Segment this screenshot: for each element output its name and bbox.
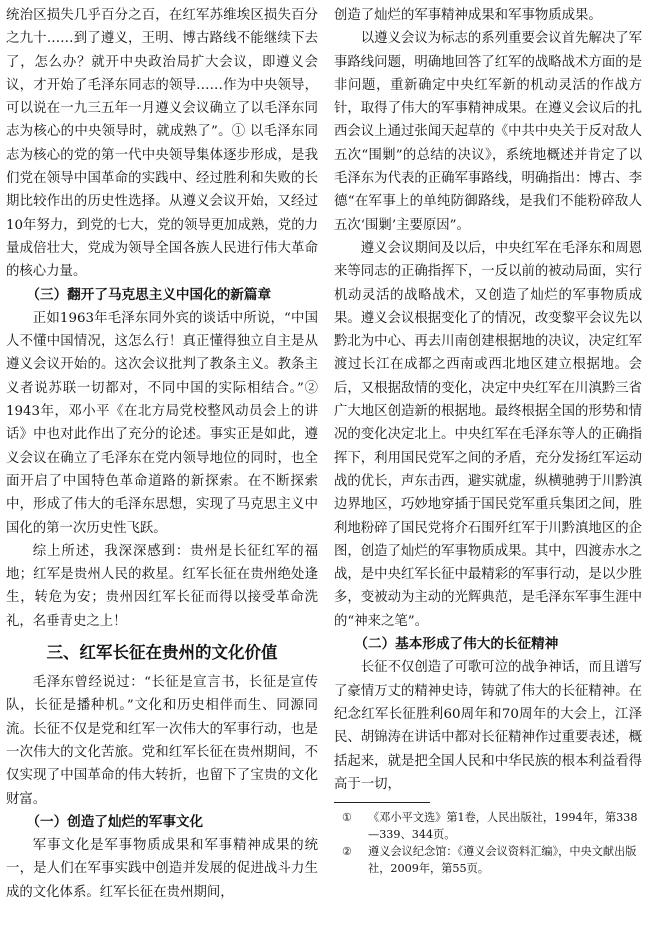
paragraph: 长征不仅创造了可歌可泣的战争神话，而且谱写了豪情万丈的精神史诗，铸就了伟大的长征精神。在纪念红军长征胜利60周年和70周年的大会上，江泽民、胡锦涛在讲话中都对长征精神作过重要表述，概括起来，就是把全国人民和中华民族的根本利益看得高于一切， <box>334 660 642 792</box>
section-heading: 三、红军长征在贵州的文化价值 <box>46 643 278 663</box>
paragraph: 创造了灿烂的军事精神成果和军事物质成果。 <box>334 8 602 23</box>
left-column <box>6 4 318 904</box>
paragraph: 遵义会议期间及以后，中央红军在毛泽东和周恩来等同志的正确指挥下，一反以前的被动局面，实行机动灵活的战略战术，又创造了灿烂的军事物质成果。遵义会议根据变化了的情况，改变黎平会议先以黔北为中心、再去川南创建根据地的决议，决定红军渡过长江在成都之西南或西北地区建立根据地。会后，又根据敌情的变化，决定中央红军在川滇黔三省广大地区创造新的根据地。最终根据全国的形势和情况的变化决定北上。中央红军在毛泽东等人的正确指挥下，利用国民党军之间的矛盾，充分发扬红军运动战的优长，声东击西，避实就虚，纵横驰骋于川黔滇边界地区，巧妙地穿插于国民党军重兵集团之间，胜利地粉碎了国民党将介石围歼红军于川黔滇地区的企图，创造了灿烂的军事物质成果。其中，四渡赤水之战，是中央红军长征中最精彩的军事行动，是以少胜多，变被动为主动的光辉典范，是毛泽东军事生涯中的“神来之笔”。 <box>334 240 642 629</box>
footnote-text: 遵义会议纪念馆：《遵义会议资料汇编》，中央文献出版社，2009年，第55页。 <box>368 845 637 876</box>
paragraph: 军事文化是军事物质成果和军事精神成果的统一，是人们在军事实践中创造并发展的促进战斗力生成的文化体系。红军长征在贵州期间， <box>6 838 318 900</box>
subsection-heading: （一）创造了灿烂的军事文化 <box>26 813 204 830</box>
footnote <box>334 809 642 843</box>
paragraph: 统治区损失几乎百分之百，在红军苏维埃区损失百分之九十……到了遵义，王明、博古路线不能继续下去了，怎么办？就开中央政治局扩大会议，即遵义会议，才开始了毛泽东同志的领导……作为中央领导，可以说在一九三五年一月遵义会议确立了以毛泽东同志为核心的中央领导时，就成熟了”。① 以毛泽东同志为核心的党的第一代中央领导集体逐步形成，是我们党在领导中国革命的实践中、经过胜利和失败的长期比较作出的历史性选择。从遵义会议开始，又经过10年努力，到党的七大，党的领导更加成熟，党的力量成倍壮大，党成为领导全国各族人民进行伟大革命的核心力量。 <box>6 8 318 280</box>
paragraph: 以遵义会议为标志的系列重要会议首先解决了军事路线问题，明确地回答了红军的战略战术方面的是非问题，重新确定中央红军新的机动灵活的作战方针，取得了伟大的军事精神成果。在遵义会议后的扎西会议上通过张闻天起草的《中共中央关于反对敌人五次“围剿”的总结的决议》，系统地概述并肯定了以毛泽东为代表的正确军事路线，明确指出：博古、李德“在军事上的单纯防御路线，是我们不能粉碎敌人五次‘围剿’主要原因”。 <box>334 31 642 233</box>
footnote-text: 《邓小平文选》第1卷，人民出版社，1994年，第338—339、344页。 <box>368 811 638 842</box>
paragraph: 毛泽东曾经说过：“长征是宣言书，长征是宣传队，长征是播种机。”文化和历史相伴而生、同源同流。长征不仅是党和红军一次伟大的军事行动，也是一次伟大的文化苦旅。党和红军长征在贵州期间，不仅实现了中国革命的伟大转折，也留下了宝贵的文化财富。 <box>6 675 318 807</box>
footnote-divider <box>334 802 430 803</box>
right-column <box>334 4 642 877</box>
footnote <box>334 843 642 877</box>
footnote-mark: ② <box>342 845 353 859</box>
subsection-heading: （三）翻开了马克思主义中国化的新篇章 <box>26 286 272 303</box>
paragraph: 综上所述，我深深感到：贵州是长征红军的福地；红军是贵州人民的救星。红军长征在贵州绝处逢生，转危为安；贵州因红军长征而得以接受革命洗礼，名垂青史之上！ <box>6 543 318 629</box>
footnote-mark: ① <box>342 811 353 825</box>
subsection-heading: （二）基本形成了伟大的长征精神 <box>354 636 559 653</box>
paragraph: 正如1963年毛泽东同外宾的谈话中所说，“中国人不懂中国情况，这怎么行！真正懂得独立自主是从遵义会议开始的。这次会议批判了教条主义。教条主义者说苏联一切都对，不同中国的实际相结合。”② 1943年，邓小平《在北方局党校整风动员会上的讲话》中也对此作出了充分的论述。事实正是如此，遵义会议在确立了毛泽东在党内领导地位的同时，也全面开启了中国特色革命道路的新探索。在不断探索中，形成了伟大的毛泽东思想，实现了马克思主义中国化的第一次历史性飞跃。 <box>6 310 318 536</box>
